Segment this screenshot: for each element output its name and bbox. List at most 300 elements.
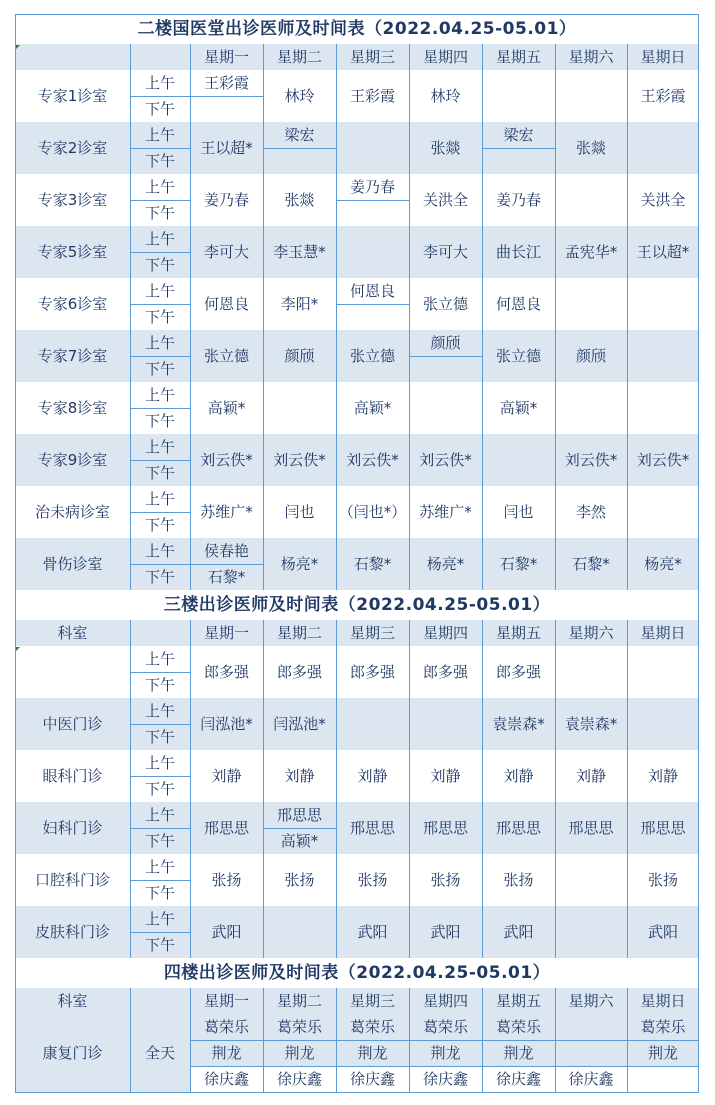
grid-line xyxy=(336,646,337,698)
doctor-cell: 袁崇森* xyxy=(492,714,545,733)
grid-line xyxy=(482,646,483,698)
grid-line xyxy=(130,646,131,698)
doctor-cell-pm xyxy=(482,148,555,174)
am-label: 上午 xyxy=(144,385,175,404)
doctor-cell: 刘静 xyxy=(284,766,315,785)
doctor-cell-am: 姜乃春 xyxy=(349,177,395,196)
doctor-cell xyxy=(627,698,699,750)
doctor-cell-am: 颜颀 xyxy=(430,333,461,352)
doctor-cell: 杨亮* xyxy=(644,554,682,573)
pm-label: 下午 xyxy=(144,515,175,534)
grid-line xyxy=(555,698,556,750)
doctor-cell: 张扬 xyxy=(430,870,461,889)
grid-line xyxy=(409,620,410,646)
dept-label: 康复门诊 xyxy=(42,1043,103,1062)
doctor-cell: 邢思思 xyxy=(203,818,249,837)
doctor-cell: 徐庆鑫 xyxy=(568,1069,614,1088)
grid-line xyxy=(627,854,628,906)
grid-line xyxy=(263,278,264,330)
header-day: 星期六 xyxy=(568,623,614,642)
grid-line xyxy=(555,802,556,854)
doctor-cell: 徐庆鑫 xyxy=(203,1069,249,1088)
doctor-cell: 颜颀 xyxy=(575,346,606,365)
grid-line xyxy=(336,70,337,122)
grid-line xyxy=(336,538,337,590)
doctor-cell xyxy=(336,698,409,750)
am-label: 上午 xyxy=(144,541,175,560)
doctor-cell-pm xyxy=(263,148,336,174)
am-label: 上午 xyxy=(144,857,175,876)
header-day: 星期五 xyxy=(495,47,541,66)
grid-line xyxy=(190,906,191,958)
grid-line xyxy=(263,44,264,70)
grid-line xyxy=(555,278,556,330)
am-label: 上午 xyxy=(144,177,175,196)
grid-line xyxy=(482,1014,483,1092)
doctor-cell: 刘静 xyxy=(575,766,606,785)
grid-line xyxy=(409,486,410,538)
grid-line xyxy=(627,382,628,434)
grid-line xyxy=(336,122,337,174)
grid-line xyxy=(482,330,483,382)
doctor-cell: 武阳 xyxy=(211,922,242,941)
doctor-cell: 闫泓池* xyxy=(273,714,326,733)
grid-line xyxy=(627,906,628,958)
grid-line xyxy=(409,122,410,174)
pm-label: 下午 xyxy=(144,567,175,586)
grid-line xyxy=(263,620,264,646)
dept-label: 专家9诊室 xyxy=(37,450,108,469)
grid-line xyxy=(190,698,191,750)
grid-line xyxy=(263,148,336,149)
grid-line xyxy=(190,854,191,906)
grid-line xyxy=(482,278,483,330)
dept-label: 皮肤科门诊 xyxy=(34,922,110,941)
grid-line xyxy=(190,988,191,1014)
doctor-cell: 何恩良 xyxy=(495,294,541,313)
grid-line xyxy=(130,854,131,906)
header-day: 星期四 xyxy=(422,47,468,66)
grid-line xyxy=(555,486,556,538)
grid-line xyxy=(627,226,628,278)
header-dept-label: 科室 xyxy=(57,991,88,1010)
doctor-cell-pm: 高颖* xyxy=(280,831,319,850)
grid-line xyxy=(409,1014,410,1092)
doctor-cell: 闫也 xyxy=(503,502,534,521)
am-label: 上午 xyxy=(144,753,175,772)
grid-line xyxy=(336,200,409,201)
grid-line xyxy=(555,854,556,906)
grid-line xyxy=(263,828,336,829)
grid-line xyxy=(627,750,628,802)
grid-line xyxy=(409,698,410,750)
doctor-cell-am: 何恩良 xyxy=(349,281,395,300)
grid-line xyxy=(336,486,337,538)
doctor-cell: 张立德 xyxy=(495,346,541,365)
doctor-cell xyxy=(409,698,482,750)
doctor-cell: 邢思思 xyxy=(349,818,395,837)
doctor-cell: 葛荣乐 xyxy=(495,1017,541,1036)
grid-line xyxy=(409,174,410,226)
grid-line xyxy=(482,538,483,590)
grid-line xyxy=(130,564,190,565)
section-title: 二楼国医堂出诊医师及时间表（2022.04.25-05.01） xyxy=(137,18,577,39)
grid-line xyxy=(263,750,264,802)
doctor-cell: 邢思思 xyxy=(495,818,541,837)
corner-marker xyxy=(16,647,20,651)
dept-label: 专家1诊室 xyxy=(37,86,108,105)
doctor-cell: 徐庆鑫 xyxy=(276,1069,322,1088)
am-label: 上午 xyxy=(144,125,175,144)
doctor-cell-pm xyxy=(336,304,409,330)
doctor-cell xyxy=(555,646,627,698)
grid-line xyxy=(190,1014,191,1092)
doctor-cell: 姜乃春 xyxy=(495,190,541,209)
pm-label: 下午 xyxy=(144,359,175,378)
grid-line xyxy=(15,1092,699,1093)
grid-line xyxy=(336,802,337,854)
doctor-cell: 张燚 xyxy=(284,190,315,209)
grid-line xyxy=(130,356,190,357)
doctor-cell xyxy=(409,382,482,434)
grid-line xyxy=(627,434,628,486)
grid-line xyxy=(130,672,190,673)
grid-line xyxy=(336,750,337,802)
dept-label: 口腔科门诊 xyxy=(34,870,110,889)
grid-line xyxy=(482,698,483,750)
grid-line xyxy=(130,408,190,409)
grid-line xyxy=(409,988,410,1014)
pm-label: 下午 xyxy=(144,883,175,902)
grid-line xyxy=(130,486,131,538)
grid-line xyxy=(190,1066,699,1067)
grid-line xyxy=(409,70,410,122)
grid-line xyxy=(336,174,337,226)
grid-line xyxy=(130,304,190,305)
doctor-cell xyxy=(555,1040,627,1066)
header-day: 星期二 xyxy=(276,991,322,1010)
doctor-cell-am: 梁宏 xyxy=(503,125,534,144)
header-day: 星期三 xyxy=(349,991,395,1010)
header-dept-label: 科室 xyxy=(57,623,88,642)
grid-line xyxy=(482,174,483,226)
schedule-sheet xyxy=(15,14,699,1090)
doctor-cell: 徐庆鑫 xyxy=(349,1069,395,1088)
grid-line xyxy=(130,828,190,829)
doctor-cell: 杨亮* xyxy=(280,554,319,573)
doctor-cell: 李阳* xyxy=(280,294,319,313)
grid-line xyxy=(263,226,264,278)
doctor-cell: 林玲 xyxy=(430,86,461,105)
header-day: 星期四 xyxy=(422,991,468,1010)
doctor-cell: 张扬 xyxy=(503,870,534,889)
dept-label xyxy=(15,646,130,698)
header-day: 星期二 xyxy=(276,47,322,66)
grid-line xyxy=(130,278,131,330)
doctor-cell: 邢思思 xyxy=(568,818,614,837)
doctor-cell: 张燚 xyxy=(575,138,606,157)
grid-line xyxy=(555,70,556,122)
dept-label: 专家3诊室 xyxy=(37,190,108,209)
grid-line xyxy=(190,278,191,330)
doctor-cell: 武阳 xyxy=(357,922,388,941)
grid-line xyxy=(263,802,264,854)
pm-label: 下午 xyxy=(144,727,175,746)
grid-line xyxy=(482,70,483,122)
grid-line xyxy=(130,148,190,149)
grid-line xyxy=(555,44,556,70)
grid-line xyxy=(190,620,191,646)
doctor-cell: 郎多强 xyxy=(276,662,322,681)
pm-label: 下午 xyxy=(144,779,175,798)
grid-line xyxy=(336,434,337,486)
grid-line xyxy=(336,304,409,305)
grid-line xyxy=(482,226,483,278)
doctor-cell: 荆龙 xyxy=(503,1043,534,1062)
doctor-cell: 刘静 xyxy=(357,766,388,785)
doctor-cell: 张立德 xyxy=(203,346,249,365)
grid-line xyxy=(482,802,483,854)
doctor-cell: 刘云佚* xyxy=(273,450,326,469)
grid-line xyxy=(130,906,131,958)
grid-line xyxy=(130,122,131,174)
doctor-cell: 葛荣乐 xyxy=(203,1017,249,1036)
pm-label: 下午 xyxy=(144,307,175,326)
grid-line xyxy=(336,382,337,434)
grid-line xyxy=(130,460,190,461)
doctor-cell: 王彩霞 xyxy=(349,86,395,105)
doctor-cell-pm: 石黎* xyxy=(207,567,246,586)
frame-left xyxy=(15,14,16,1093)
doctor-cell: 武阳 xyxy=(503,922,534,941)
doctor-cell: 孟宪华* xyxy=(564,242,618,261)
header-day: 星期六 xyxy=(568,47,614,66)
grid-line xyxy=(627,1014,628,1092)
doctor-cell: 武阳 xyxy=(430,922,461,941)
grid-line xyxy=(482,122,483,174)
doctor-cell xyxy=(555,854,627,906)
doctor-cell-pm xyxy=(190,96,263,122)
doctor-cell: 郎多强 xyxy=(203,662,249,681)
grid-line xyxy=(627,698,628,750)
pm-label: 下午 xyxy=(144,99,175,118)
grid-line xyxy=(263,538,264,590)
grid-line xyxy=(627,620,628,646)
doctor-cell: 林玲 xyxy=(284,86,315,105)
grid-line xyxy=(130,382,131,434)
doctor-cell xyxy=(263,906,336,958)
grid-line xyxy=(336,906,337,958)
grid-line xyxy=(482,44,483,70)
grid-line xyxy=(263,174,264,226)
doctor-cell: 刘云佚* xyxy=(564,450,618,469)
grid-line xyxy=(409,226,410,278)
grid-line xyxy=(336,854,337,906)
grid-line xyxy=(336,698,337,750)
grid-line xyxy=(190,750,191,802)
grid-line xyxy=(263,1014,264,1092)
grid-line xyxy=(409,750,410,802)
grid-line xyxy=(130,724,190,725)
doctor-cell: 荆龙 xyxy=(211,1043,242,1062)
grid-line xyxy=(190,226,191,278)
grid-line xyxy=(627,278,628,330)
section-title: 四楼出诊医师及时间表（2022.04.25-05.01） xyxy=(163,962,551,983)
doctor-cell: 刘云佚* xyxy=(346,450,399,469)
am-label: 上午 xyxy=(144,701,175,720)
doctor-cell: 高颖* xyxy=(207,398,246,417)
dept-label: 眼科门诊 xyxy=(42,766,103,785)
header-day: 星期五 xyxy=(495,623,541,642)
doctor-cell: 郎多强 xyxy=(495,662,541,681)
grid-line xyxy=(130,1014,131,1092)
fullday-label: 全天 xyxy=(144,1043,175,1062)
doctor-cell xyxy=(627,646,699,698)
pm-label: 下午 xyxy=(144,151,175,170)
grid-line xyxy=(409,854,410,906)
doctor-cell: 闫也 xyxy=(284,502,315,521)
grid-line xyxy=(263,988,264,1014)
dept-label: 治未病诊室 xyxy=(34,502,110,521)
doctor-cell xyxy=(555,906,627,958)
grid-line xyxy=(263,330,264,382)
grid-line xyxy=(190,802,191,854)
frame-top xyxy=(15,14,699,15)
doctor-cell: 王彩霞 xyxy=(640,86,686,105)
doctor-cell xyxy=(627,486,699,538)
grid-line xyxy=(190,382,191,434)
header-day: 星期一 xyxy=(203,47,249,66)
doctor-cell: 武阳 xyxy=(647,922,678,941)
doctor-cell xyxy=(263,382,336,434)
dept-label: 专家7诊室 xyxy=(37,346,108,365)
doctor-cell: 石黎* xyxy=(572,554,610,573)
grid-line xyxy=(409,802,410,854)
grid-line xyxy=(263,698,264,750)
doctor-cell: （闫也*） xyxy=(338,502,407,521)
doctor-cell-am: 梁宏 xyxy=(284,125,315,144)
grid-line xyxy=(482,434,483,486)
doctor-cell: 郎多强 xyxy=(422,662,468,681)
doctor-cell: 张扬 xyxy=(211,870,242,889)
doctor-cell: 李玉慧* xyxy=(273,242,326,261)
am-label: 上午 xyxy=(144,281,175,300)
grid-line xyxy=(482,382,483,434)
grid-line xyxy=(190,70,191,122)
grid-line xyxy=(482,148,555,149)
grid-line xyxy=(482,854,483,906)
doctor-cell xyxy=(627,382,699,434)
doctor-cell: 石黎* xyxy=(499,554,538,573)
grid-line xyxy=(190,486,191,538)
doctor-cell-am: 侯春艳 xyxy=(203,541,249,560)
grid-line xyxy=(627,486,628,538)
doctor-cell: 刘云佚* xyxy=(200,450,253,469)
grid-line xyxy=(190,434,191,486)
doctor-cell: 张立德 xyxy=(422,294,468,313)
doctor-cell xyxy=(627,278,699,330)
grid-line xyxy=(130,512,190,513)
grid-line xyxy=(627,70,628,122)
doctor-cell xyxy=(336,226,409,278)
grid-line xyxy=(130,226,131,278)
pm-label: 下午 xyxy=(144,411,175,430)
grid-line xyxy=(627,802,628,854)
am-label: 上午 xyxy=(144,649,175,668)
doctor-cell: 苏维广* xyxy=(419,502,472,521)
dept-label: 专家2诊室 xyxy=(37,138,108,157)
doctor-cell: 王以超* xyxy=(636,242,690,261)
grid-line xyxy=(627,988,628,1014)
header-day: 星期六 xyxy=(568,991,614,1010)
grid-line xyxy=(190,538,191,590)
doctor-cell: 关洪全 xyxy=(422,190,468,209)
header-day: 星期日 xyxy=(640,991,686,1010)
am-label: 上午 xyxy=(144,333,175,352)
dept-label: 专家8诊室 xyxy=(37,398,108,417)
doctor-cell xyxy=(555,1014,627,1040)
grid-line xyxy=(130,802,131,854)
doctor-cell: 颜颀 xyxy=(284,346,315,365)
grid-line xyxy=(130,750,131,802)
doctor-cell: 葛荣乐 xyxy=(422,1017,468,1036)
doctor-cell: 闫泓池* xyxy=(200,714,253,733)
doctor-cell: 曲长江 xyxy=(495,242,541,261)
doctor-cell: 葛荣乐 xyxy=(276,1017,322,1036)
doctor-cell: 苏维广* xyxy=(200,502,253,521)
pm-label: 下午 xyxy=(144,463,175,482)
pm-label: 下午 xyxy=(144,255,175,274)
doctor-cell: 李然 xyxy=(575,502,606,521)
grid-line xyxy=(627,646,628,698)
am-label: 上午 xyxy=(144,229,175,248)
grid-line xyxy=(627,330,628,382)
grid-line xyxy=(130,330,131,382)
grid-line xyxy=(336,620,337,646)
doctor-cell: 石黎* xyxy=(353,554,392,573)
grid-line xyxy=(130,620,131,646)
grid-line xyxy=(555,174,556,226)
pm-label: 下午 xyxy=(144,831,175,850)
doctor-cell: 张扬 xyxy=(647,870,678,889)
doctor-cell: 何恩良 xyxy=(203,294,249,313)
grid-line xyxy=(409,44,410,70)
doctor-cell: 郎多强 xyxy=(349,662,395,681)
dept-label: 妇科门诊 xyxy=(42,818,103,837)
doctor-cell: 关洪全 xyxy=(640,190,686,209)
grid-line xyxy=(336,278,337,330)
pm-label: 下午 xyxy=(144,935,175,954)
doctor-cell: 葛荣乐 xyxy=(349,1017,395,1036)
doctor-cell-am: 邢思思 xyxy=(276,805,322,824)
doctor-cell: 姜乃春 xyxy=(203,190,249,209)
doctor-cell: 刘静 xyxy=(647,766,678,785)
dept-label: 专家6诊室 xyxy=(37,294,108,313)
doctor-cell: 张扬 xyxy=(284,870,315,889)
pm-label: 下午 xyxy=(144,675,175,694)
doctor-cell: 杨亮* xyxy=(426,554,465,573)
header-day: 星期三 xyxy=(349,47,395,66)
grid-line xyxy=(263,646,264,698)
doctor-cell: 刘静 xyxy=(430,766,461,785)
doctor-cell: 邢思思 xyxy=(422,818,468,837)
grid-line xyxy=(263,70,264,122)
grid-line xyxy=(130,252,190,253)
doctor-cell xyxy=(627,330,699,382)
doctor-cell: 张立德 xyxy=(349,346,395,365)
grid-line xyxy=(190,44,191,70)
grid-line xyxy=(130,434,131,486)
